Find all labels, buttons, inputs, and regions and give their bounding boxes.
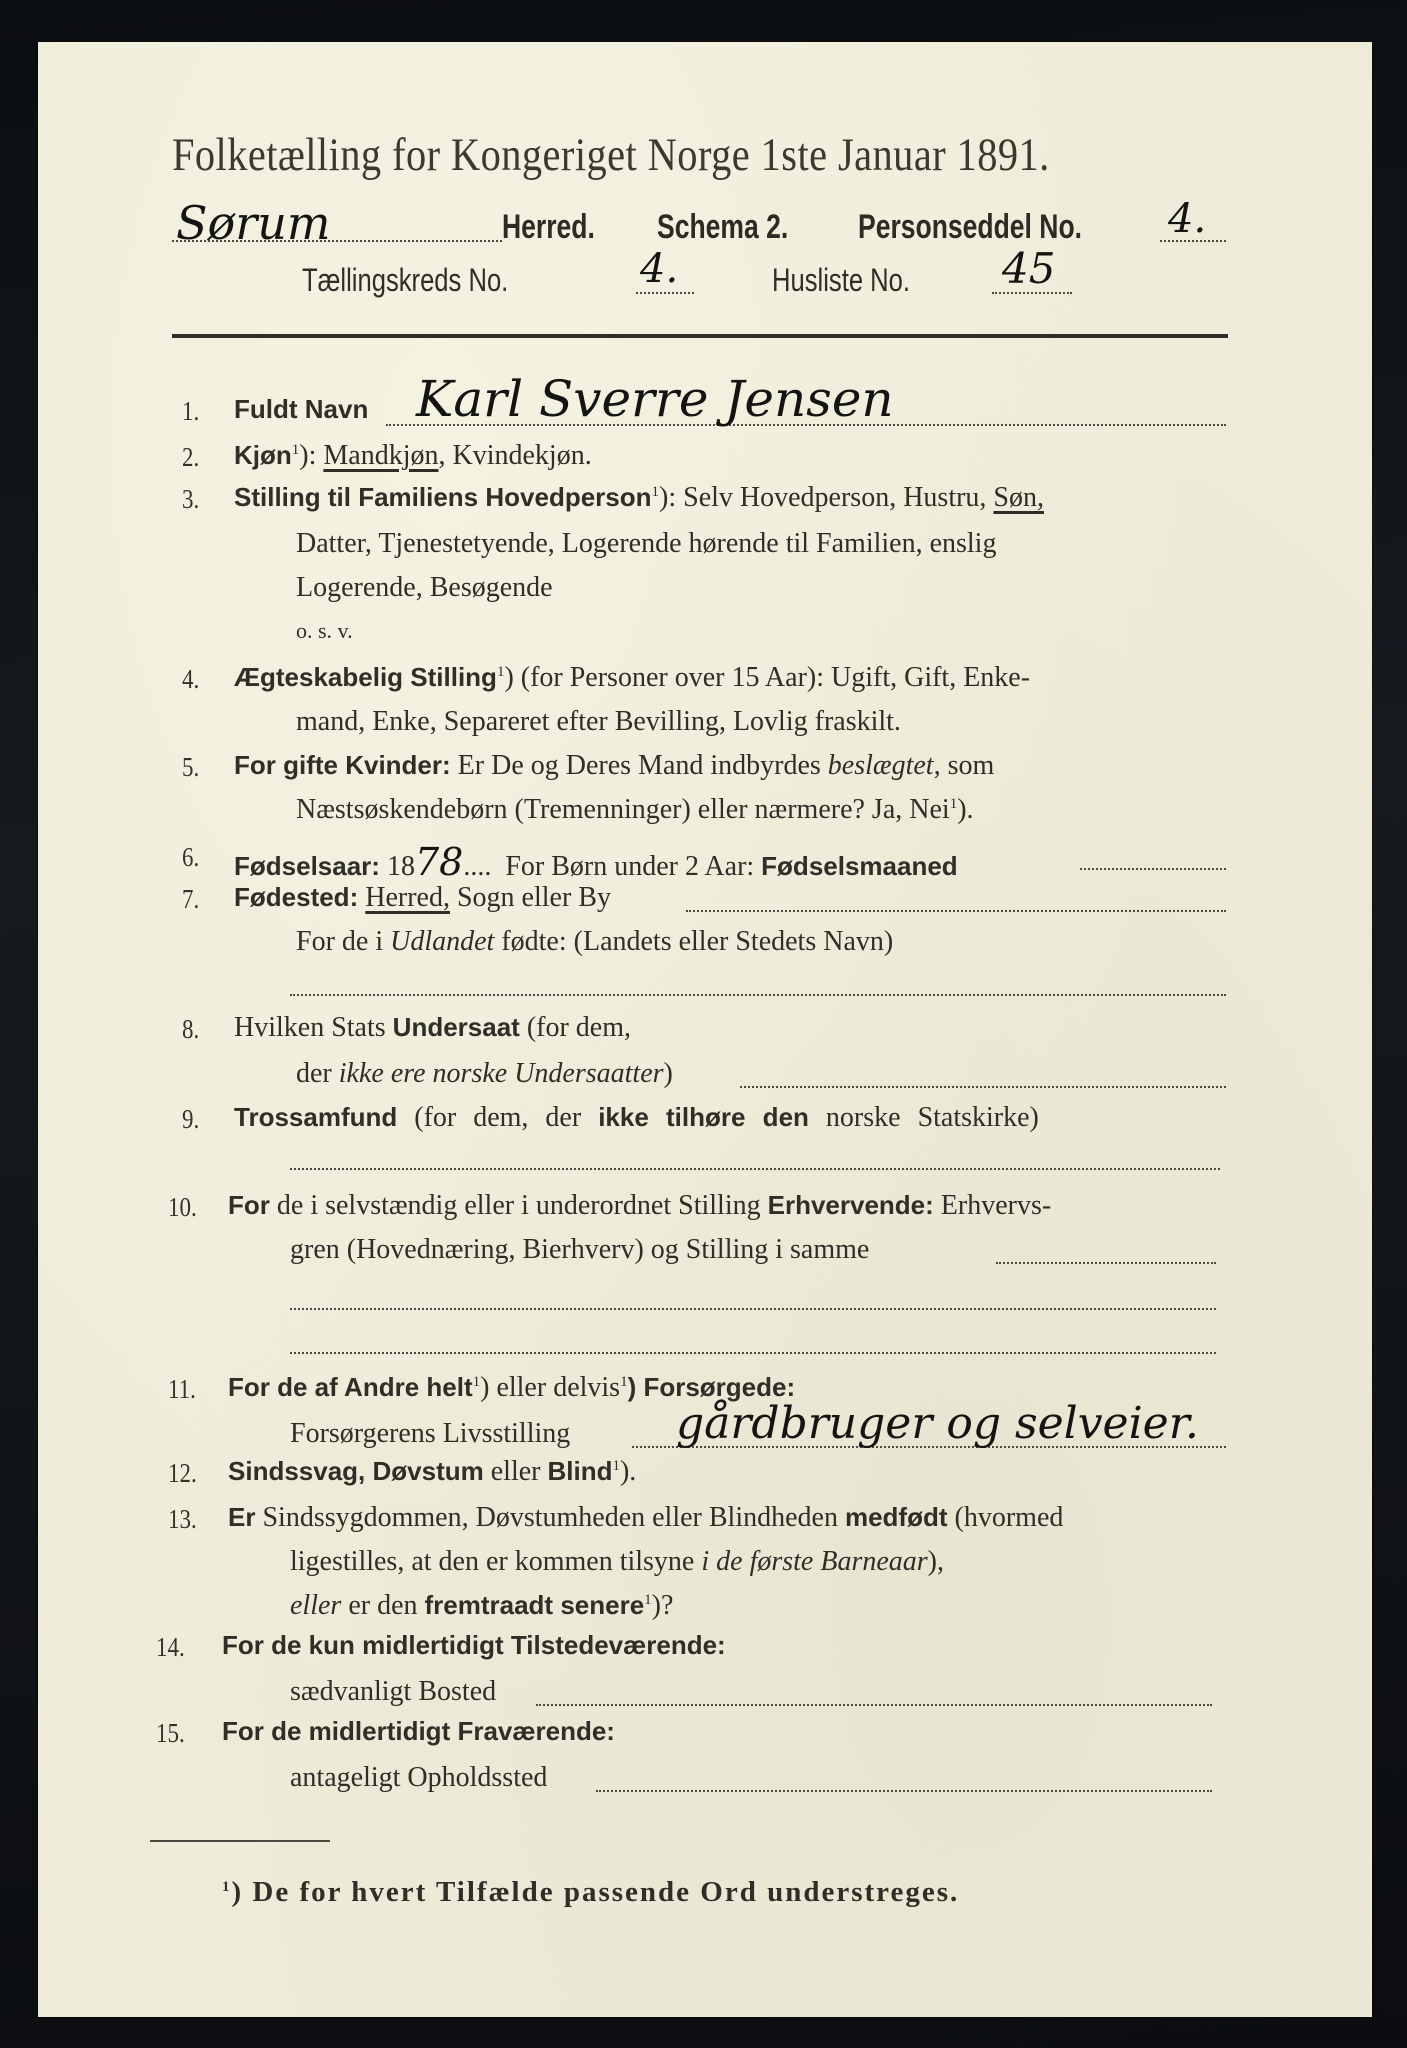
text: Erhvervs- [940,1190,1052,1221]
text: ). [619,1456,637,1487]
footnote-ref: 1 [291,442,300,458]
footnote-ref: 1 [496,664,505,680]
text: (for dem, [526,1012,632,1043]
footnote-ref: 1 [644,1592,652,1608]
husliste-label: Husliste No. [772,262,910,298]
text-bold: Er [228,1502,256,1532]
congenital-label: medfødt [844,1502,948,1532]
text-italic: eller [290,1590,342,1621]
item-8-number: 8. [182,1014,200,1044]
text: (for dem, der [414,1102,582,1133]
provider-occupation-value: gårdbruger og selveier. [676,1398,1199,1449]
footnote-ref: 1 [620,1374,628,1390]
birthplace-selected-herred: Herred, [365,882,450,913]
text-bold: fremtraadt senere [424,1590,645,1620]
item-14-line-1 [222,1630,726,1662]
text: For de i [296,926,384,957]
birthplace-label: Fødested: [234,882,359,912]
citizenship-label: Undersaat [392,1012,520,1042]
usual-residence-dotted-line [536,1704,1212,1706]
footnote-ref: 1 [612,1458,620,1474]
dependents-label: For de af Andre helt [228,1372,473,1402]
citizenship-dotted-line [740,1086,1226,1088]
form-title: Folketælling for Kongeriget Norge 1ste Januar 1891. [172,129,1050,181]
disability-label: Sindssvag, Døvstum [228,1456,484,1486]
text: Næstsøskendebørn (Tremenninger) eller nærmere? Ja, Nei [296,794,950,825]
religion-label: Trossamfund [234,1102,398,1132]
text: ) [663,1058,673,1089]
municipality-handwritten: Sørum [176,196,331,250]
item-12-line [228,1456,636,1488]
occupation-dotted-line-3 [290,1352,1216,1354]
item-15-line-2: antageligt Opholdssted [290,1762,548,1793]
taellingskreds-value: 4. [640,246,679,292]
dots-text: .... [463,851,492,882]
item-15-number: 15. [156,1718,185,1748]
birth-year-prefix: 18 [386,851,415,882]
item-5-line-2 [296,794,974,826]
item-2-number: 2. [182,442,200,472]
text: For Børn under 2 Aar: [505,851,755,882]
personseddel-label: Personseddel No. [858,208,1083,246]
item-6-number: 6. [182,842,200,872]
text-italic: ikke ere norske Undersaatter [338,1058,664,1089]
text-italic: i de første Barneaar [701,1546,928,1577]
item-12-number: 12. [168,1458,197,1488]
text: Sogn eller By [456,882,611,913]
footnote-ref: 1 [949,796,958,812]
married-women-label: For gifte Kvinder: [234,750,451,780]
birth-month-dotted-line [1080,868,1226,870]
temporary-absent-label: For de midlertidigt Fraværende: [222,1716,615,1746]
text-italic: beslægtet, [827,750,941,781]
birth-year-value: 78 [414,840,464,884]
paren: ): [299,440,317,471]
text: eller [490,1456,541,1487]
family-position-options: Selv Hovedperson, Hustru, [683,482,987,513]
probable-residence-dotted-line [596,1790,1212,1792]
text: de i selvstændig eller i underordnet Stilling [276,1190,761,1221]
full-name-label: Fuldt Navn [234,394,369,424]
item-5-line-1 [234,750,994,782]
text: Hvilken Stats [234,1012,386,1043]
footnote-ref: 1 [472,1374,481,1390]
item-9-number: 9. [182,1104,200,1134]
full-name-value: Karl Sverre Jensen [416,370,894,428]
text-bold: Blind [547,1456,613,1486]
item-8-line-1 [234,1012,631,1044]
text-bold: ) Forsørgede: [627,1372,796,1402]
temporary-present-label: For de kun midlertidigt Tilstedeværende: [222,1630,726,1660]
item-15-line-1 [222,1716,615,1748]
item-3-line-3: Logerende, Besøgende [296,572,553,603]
text: ligestilles, at den er kommen tilsyne [290,1546,695,1577]
header-divider [172,334,1228,338]
item-13-line-2 [290,1546,944,1578]
footnote-ref: 1 [651,484,660,500]
taellingskreds-dotted-line [636,292,694,294]
birth-year-label: Fødselsaar: [234,851,380,881]
birthplace-dotted-line [686,910,1226,912]
marital-status-options: ) (for Personer over 15 Aar): Ugift, Gift, Enke- [504,662,1031,693]
item-13-line-3 [290,1590,673,1622]
sex-label: Kjøn [234,440,292,470]
item-2-line: Kjøn$^1$): Mandkjøn, Kvindekjøn. [234,440,592,471]
item-7-line-1 [234,882,611,914]
item-4-number: 4. [182,664,200,694]
text: der [296,1058,332,1089]
text: er den [348,1590,418,1621]
item-8-line-2 [296,1058,673,1090]
herred-label: Herred. [502,208,595,246]
sex-option-female: Kvindekjøn. [452,440,592,471]
item-1-number: 1. [182,396,200,426]
text-italic: Udlandet [390,926,495,957]
text-bold: For [228,1190,270,1220]
text: ) eller delvis [480,1372,621,1403]
item-14-line-2: sædvanligt Bosted [290,1676,497,1707]
municipality-dotted-line [172,240,502,242]
occupation-dotted-line-1 [996,1262,1216,1264]
text: )? [651,1590,674,1621]
item-11-line-2: Forsørgerens Livsstilling [290,1418,571,1449]
item-3-line-4: o. s. v. [296,618,353,643]
footnote-text: ) De for hvert Tilfælde passende Ord understreges. [231,1876,960,1908]
footnote-marker: 1 [222,1879,232,1895]
footnote-rule [150,1840,330,1842]
item-10-line-1 [228,1190,1051,1222]
husliste-value: 45 [1002,244,1056,293]
birth-month-label: Fødselsmaaned [761,851,958,881]
taellingskreds-label: Tællingskreds No. [302,262,509,298]
paren: ): [659,482,677,513]
item-10-number: 10. [168,1192,197,1222]
marital-status-label: Ægteskabelig Stilling [234,662,497,692]
item-10-line-2: gren (Hovednæring, Bierhverv) og Stilling i samme [290,1234,870,1265]
sex-option-male-selected: Mandkjøn [323,440,439,471]
item-13-number: 13. [168,1504,197,1534]
item-4-line-1 [234,662,1030,694]
item-14-number: 14. [156,1632,185,1662]
text: ), [927,1546,944,1577]
family-position-selected-son: Søn, [993,482,1044,513]
item-5-number: 5. [182,752,200,782]
text: ). [957,794,974,825]
text: Sindssygdommen, Døvstumheden eller Blindheden [262,1502,838,1533]
item-13-line-1 [228,1502,1063,1534]
item-3-line-1 [234,482,1044,514]
item-1-label [234,394,368,426]
item-7-line-2 [296,926,893,958]
text: fødte: (Landets eller Stedets Navn) [501,926,894,957]
schema-label: Schema 2. [657,208,789,246]
religion-dotted-line [290,1168,1220,1170]
item-3-number: 3. [182,484,200,514]
text: Er De og Deres Mand indbyrdes [457,750,821,781]
text-bold: ikke tilhøre den [598,1102,809,1132]
item-11-number: 11. [168,1374,196,1404]
foreign-birthplace-dotted-line [290,994,1226,996]
family-position-label: Stilling til Familiens Hovedperson [234,482,652,512]
text: som [947,750,995,781]
occupation-dotted-line-2 [290,1308,1216,1310]
item-9-line-1 [234,1102,1039,1134]
item-4-line-2: mand, Enke, Separeret efter Bevilling, Lovlig fraskilt. [296,706,901,737]
item-7-number: 7. [182,884,200,914]
item-6-line [234,840,958,884]
text: norske Statskirke) [825,1102,1039,1133]
footnote [222,1876,959,1909]
text: (hvormed [954,1502,1064,1533]
item-3-line-2: Datter, Tjenestetyende, Logerende hørende til Familien, enslig [296,528,997,559]
occupation-label: Erhvervende: [767,1190,934,1220]
personseddel-value: 4. [1168,196,1207,242]
